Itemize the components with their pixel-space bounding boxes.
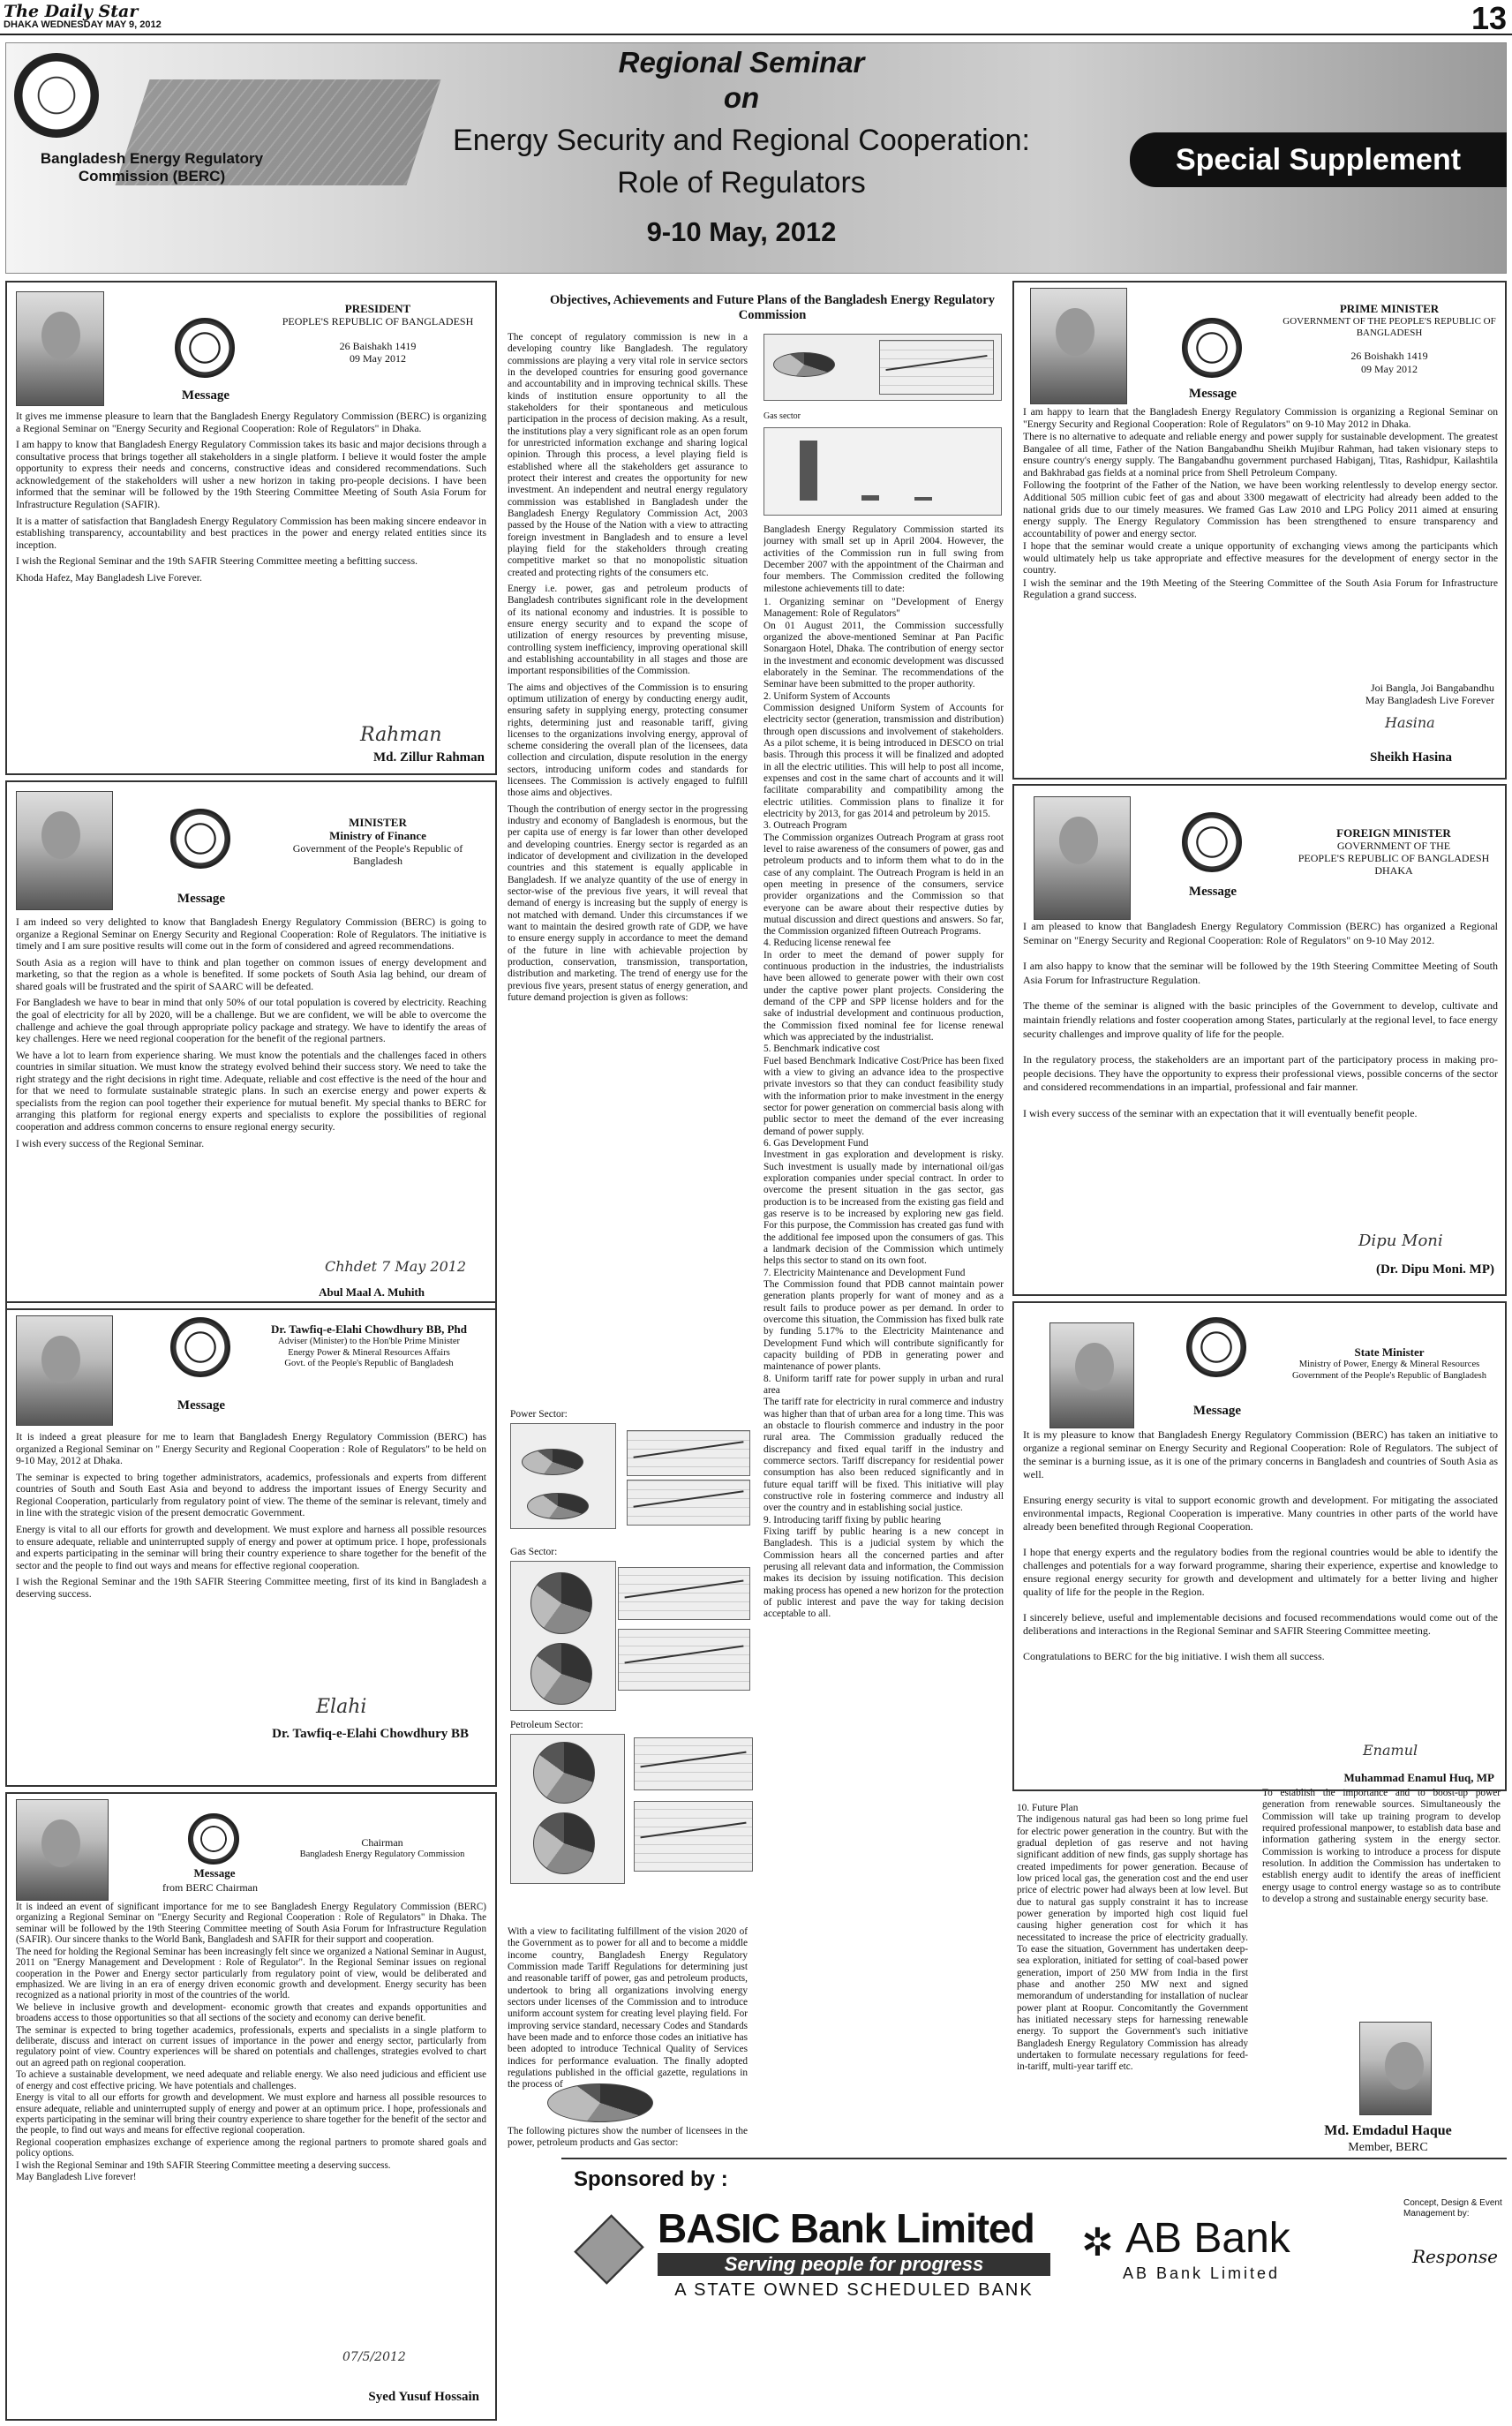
paragraph: Energy is vital to all our efforts for growth and development. We must explore and harness all possible resources to ensure adequate, reliable and uninterrupted supply of energy and power at an optimum price. I hope, professionals and experts participating in the seminar will bring their country experience to share together for the benefit of the sector and the people, to find out ways and means for effective regional cooperation. [16, 2092, 486, 2136]
president-photo [16, 291, 104, 406]
paragraph: It is indeed an event of significant importance for me to see Bangladesh Energy Regulatory Commission (BERC) organizing a Regional Seminar on "Energy Security and Regional Cooperation : Role of Regulators" in Dhaka. The seminar will be followed by the 19th Steering Committee meeting of South Asia Forum for Infrastructure Regulation (SAFIR). Our sincere thanks to the World Bank, Bangladesh and SAFIR for their support and cooperation. [16, 1902, 486, 1946]
berc-seal-icon [14, 53, 99, 138]
chairman-photo [16, 1799, 109, 1901]
paragraph: The indigenous natural gas had been so long prime fuel for electric power generation in the country. But with the gradual depletion of gas reserve and not having significant addition of new finds, gas supply shortage has created impediments for power generation. Because of low priced local gas, the generation cost and the end user price of electric power had always been at low level. But due to natural gas supply constraint it has to increase power generation by imported high cost liquid fuel causing higher generation cost for which it has necessitated to increase the price of electricity gradually. To ease the situation, Government has undertaken deep-sea exploration, initiated for setting of coal-based power generation, import of 250 MW from India in the first phase and another 250 MW next and signed memorandum of understanding for installation of nuclear power plant at Roopur. Concomitantly the Government has initiated necessary steps for harnessing renewable energy. To support the Government's such initiative Bangladesh Energy Regulatory Commission has already undertaken to formulate necessary regulations for feed-in-tariff, multi-year tariff etc. [1017, 1814, 1248, 2073]
item-heading: 4. Reducing license renewal fee [764, 938, 891, 949]
paragraph: It is a matter of satisfaction that Bangladesh Energy Regulatory Commission has been making sincere endeavor in establishing transparency, accountability and best practices in the power and energy related entities since its inception. [16, 515, 486, 551]
adviser-signature: Elahi [316, 1696, 367, 1718]
paragraph: I wish the Regional Seminar and the 19th SAFIR Steering Committee meeting, first of its kind in Bangladesh a deserving success. [16, 1576, 486, 1600]
basic-bank-name: BASIC Bank Limited [658, 2205, 1034, 2251]
pm-subtitle: GOVERNMENT OF THE PEOPLE'S REPUBLIC OF BANGLADESH [1283, 315, 1496, 338]
paragraph: The seminar is expected to bring together administrators, academics, professionals and experts from different countries of South and South East Asia and beyond to address the important issues of Energy Security and Regional Cooperation, particularly from regulatory point of view. The theme of the seminar is relevant, timely and in line with the strategic vision of the present democratic Government. [16, 1471, 486, 1519]
state-signature: Enamul [1363, 1742, 1418, 1759]
finance-subtitle: Ministry of Finance [329, 829, 426, 843]
pm-message-box [1012, 281, 1507, 780]
gas-sector-small-label: Gas sector [764, 411, 801, 421]
state-minister-message-box [1012, 1301, 1507, 1791]
page-number: 13 [1471, 0, 1507, 36]
state-minister-photo [1049, 1322, 1134, 1428]
basic-bank-subtitle: A STATE OWNED SCHEDULED BANK [674, 2280, 1034, 2300]
president-date1: 26 Baishakh 1419 [339, 340, 417, 353]
banner-dates: 9-10 May, 2012 [646, 216, 837, 247]
gas-line-chart [618, 1567, 750, 1620]
pm-signature: Hasina [1385, 714, 1435, 731]
president-title: PRESIDENT [344, 302, 411, 315]
article-title: Objectives, Achievements and Future Plans of the Bangladesh Energy Regulatory Commission [550, 293, 995, 322]
government-emblem-icon [170, 809, 230, 869]
paragraph: In the regulatory process, the stakeholders are an important part of the participatory process in making pro-people decisions. They have the opportunity to express their professional views, possible concerns of the sector and considered recommendations in an impartial, professional and fair manner. [1023, 1053, 1498, 1094]
pm-closing2: May Bangladesh Live Forever [1365, 694, 1494, 707]
power-line-chart [627, 1430, 750, 1476]
paragraph: The concept of regulatory commission is new in a developing country like Bangladesh. The regulatory commissions are playing a very vital role in service sectors in the developed countries for ensuring good governance and accountability and in improving technical skills. These kinds of institution ensure opportunity to all the stakeholders for their spontaneous and meticulous participation in the process of decision making. As a result, the institutions play a very significant role as an open forum for unrestricted information exchange and sharing logical opinion. Through this process, a level playing field is established where all the stakeholders get assurance to protect their interest and creates the opportunity for new investment. An independent and neutral energy regulatory commission was established in Bangladesh under the Bangladesh Energy Regulatory Commission Act, 2003 passed by the House of the Nation with a view to attracting foreign investment in Bangladesh and to ensure a level playing field for the stakeholders through creating competitive market so that no monopolistic situation created and protecting rights of the consumers etc. [508, 332, 748, 578]
finance-name: Abul Maal A. Muhith [319, 1285, 425, 1299]
ab-bank-logo-icon: ✲ [1081, 2220, 1114, 2265]
banner-title-line3: Energy Security and Regional Cooperation: [453, 124, 1030, 157]
chairman-subtitle: Bangladesh Energy Regulatory Commission [299, 1850, 465, 1860]
pm-date1: 26 Boishakh 1419 [1350, 350, 1428, 363]
ab-bank-name: AB Bank [1125, 2215, 1290, 2262]
paragraph: It is indeed a great pleasure for me to learn that Bangladesh Energy Regulatory Commission (BERC) has organized a Regional Seminar on " Energy Security and Regional Cooperation : Role of Regulators" to be held on 9-10 May, 2012 at Dhaka. [16, 1431, 486, 1467]
item-heading: 8. Uniform tariff rate for power supply in urban and rural area [764, 1373, 1004, 1396]
pm-date2: 09 May 2012 [1361, 363, 1418, 376]
paragraph: I am indeed so very delighted to know that Bangladesh Energy Regulatory Commission (BERC) is going to organize a Regional Seminar on Energy Security and Regional Cooperation: Role of Regulators. The initiative is timely and I am sure positive results will come out in the form of considered and agreed recommendations. [16, 916, 486, 953]
state-name: Muhammad Enamul Huq, MP [1343, 1771, 1494, 1784]
message-label: Message [1188, 387, 1237, 401]
gas-line-chart [618, 1629, 750, 1691]
gas-pie-chart [510, 1561, 616, 1711]
sponsored-by-heading: Sponsored by : [574, 2167, 728, 2191]
chairman-title: Chairman [361, 1836, 403, 1849]
member-title: Member, BERC [1348, 2141, 1428, 2154]
banner-title-line2: on [723, 81, 760, 114]
issue-date: DHAKA WEDNESDAY MAY 9, 2012 [4, 19, 162, 30]
masthead [0, 0, 1512, 35]
paragraph: In order to meet the demand of power supply for continuous production in the industries, the industrialists have been allowed to generate power with their own cost under the captive power plant projects. Considering the demand of the CPP and SPP license holders and for the sake of industrial development and continuous production, the Commission fixed nominal fee for license renewal which was appreciated by the industrialist. [764, 949, 1004, 1043]
paragraph: Bangladesh Energy Regulatory Commission started its journey with small set up in April 2004. However, the activities of the Commission run in full swing from December 2007 with the appointment of the Chairman and four members. The Commission credited the following milestone achievements till to date: [764, 524, 1004, 594]
gas-bar-chart [764, 427, 1002, 516]
article-column-3 [1017, 1803, 1248, 2151]
foreign-name: (Dr. Dipu Moni. MP) [1375, 1262, 1494, 1277]
finance-body [16, 916, 486, 1154]
banner-title-line1: Regional Seminar [618, 46, 865, 79]
paragraph: Though the contribution of energy sector in the progressing industry and economy of Bangladesh is enormous, but the per capita use of energy is far lower than other developed and developing countries. Energy sector is regarded as an indicator of development and civilization in the developed countries and this statement is equally applicable in Bangladesh. If we analyze quantity of the use of energy in sector-wise of the previous five years, it will reveal that demand of energy is increasing but the supply of energy is not matched with demand. Under this circumstances if we want to maintain the desired growth rate of GDP, we have to ensure energy supply in accordance to meet the demand of the future in line with achievable projection by production, conservation, transmission, transportation, distribution and marketing. The trend of energy use for the previous five years, present status of energy generation, and future demand projection is given as follows: [508, 803, 748, 1004]
member-name: Md. Emdadul Haque [1324, 2123, 1452, 2138]
paragraph: For Bangladesh we have to bear in mind that only 50% of our total population is covered by electricity. Reaching the goal of electricity for all by 2020, will be a challenge. But we are confident, we will be able to overcome the challenge and achieve the goal through appropriate policy package and strategy. We have to identify the areas of key challenges. Here we need regional cooperation for the benefit of the regional partners. [16, 997, 486, 1045]
state-header [1279, 1345, 1500, 1382]
president-subtitle: PEOPLE'S REPUBLIC OF BANGLADESH [282, 315, 474, 328]
banner-title-line4: Role of Regulators [617, 166, 866, 200]
state-body [1023, 1428, 1498, 1676]
paragraph: Khoda Hafez, May Bangladesh Live Forever. [16, 571, 202, 584]
paragraph: The need for holding the Regional Seminar has been increasingly felt since we organized a National Seminar in August, 2011 on "Energy Management and Development : Role of Regulator". In the Regional Seminar issues on regional cooperation in the Power and Energy sector particularly from regulatory point of view, would be deliberated and emphasized. We are living in an era of energy driven economic growth and development. Energy security has been recognized as a national priority in most of the countries of the world. [16, 1946, 486, 2001]
paragraph: It is my pleasure to know that Bangladesh Energy Regulatory Commission (BERC) has taken an initiative to organize a regional seminar on Energy Security and Regional Cooperation: Role of Regulators. The subject of the seminar is a burning issue, as it is one of the primary concerns in Bangladesh and countries of South Asia as well. [1023, 1428, 1498, 1480]
adviser-name: Dr. Tawfiq-e-Elahi Chowdhury BB [272, 1727, 469, 1741]
foreign-minister-message-box [1012, 784, 1507, 1296]
paragraph: I wish the seminar and the 19th Meeting of the Steering Committee of the South Asia Forum for Infrastructure Regulation a grand success. [1023, 576, 1498, 601]
message-label: Message [177, 1398, 226, 1413]
newspaper-logo: The Daily Star [4, 2, 139, 21]
finance-minister-message-box [5, 780, 497, 1310]
finance-minister-photo [16, 791, 113, 910]
foreign-signature: Dipu Moni [1358, 1232, 1443, 1250]
paragraph: Investment in gas exploration and development is risky. Such investment is usually made by international oil/gas exploration companies under special contract. In order to overcome the present situation in the gas sector, gas production is to be increased from the existing gas field and gas reserve is to be increased by exploring new gas field. For this purpose, the Commission has created gas fund with the additional fee imposed upon the consumers of gas. This a landmark decision of the Commission which untimely helps this sector to stand on its own foot. [764, 1149, 1004, 1267]
paragraph: The following pictures show the number of licensees in the power, petroleum products and Gas sector: [508, 2126, 748, 2149]
message-label: Message [193, 1866, 236, 1880]
pm-closing1: Joi Bangla, Joi Bangabandhu [1371, 682, 1494, 694]
power-sector-label: Power Sector: [510, 1409, 568, 1420]
special-supplement-badge: Special Supplement [1130, 132, 1507, 187]
government-emblem-icon [170, 1317, 230, 1377]
paragraph: Fuel based Benchmark Indicative Cost/Price has been fixed with a view to giving an advance idea to the prospective private investors so that they can conduct feasibility study with the information prior to make investment in the energy sector for power generation on commercial basis along with public sector to meet the demand of the ever increasing demand of power supply. [764, 1055, 1004, 1137]
paragraph: Regional cooperation emphasizes exchange of experience among the regional partners to promote shared goals and policy options. [16, 2136, 486, 2159]
paragraph: I am also happy to know that the seminar will be followed by the 19th Steering Committee Meeting of South Asia Forum for Infrastructure Regulation. [1023, 960, 1498, 986]
foreign-body [1023, 920, 1498, 1134]
gas-sector-label: Gas Sector: [510, 1547, 558, 1557]
pm-header [1279, 302, 1500, 376]
ab-bank-subtitle: AB Bank Limited [1123, 2264, 1281, 2282]
paragraph: The Commission organizes Outreach Program at grass root level to raise awareness of the consumers of power, gas and petroleum products and to inform them what to do in the case of any complaint. The Outreach Program is held in an open meeting in presence of the consumers, service provider organizations and the Commission so that everyone can be aware about their respective duties by mutual discussion and direct questions and answers. So far, the Commission organized fifteen Outreach Programs. [764, 832, 1004, 938]
paragraph: The theme of the seminar is aligned with the basic principles of the Government to develop, cultivate and maintain friendly relations and foster cooperation among States, particularly at the regional level, to face energy security challenges and improve quality of life for the people. [1023, 999, 1498, 1040]
licensee-pie-chart [547, 2083, 653, 2122]
government-emblem-icon [1186, 1317, 1246, 1377]
paragraph: I am happy to learn that the Bangladesh Energy Regulatory Commission is organizing a Regional Seminar on "Energy Security and Regional Cooperation: Role of Regulators" on 9-10 May 2012 in Dhaka. [1023, 406, 1498, 430]
item-heading: 2. Uniform System of Accounts [764, 690, 891, 702]
message-label: Message [1188, 885, 1237, 899]
foreign-title: FOREIGN MINISTER [1336, 826, 1451, 840]
adviser-photo [16, 1315, 113, 1426]
berc-emblem-icon [188, 1813, 239, 1865]
concept-credit: Concept, Design & Event Management by: [1403, 2198, 1502, 2219]
adviser-title: Dr. Tawfiq-e-Elahi Chowdhury BB, Phd [270, 1322, 468, 1336]
finance-subtitle2: Government of the People's Republic of Bangladesh [292, 842, 463, 868]
petroleum-line-chart [634, 1801, 753, 1872]
paragraph: I am happy to know that Bangladesh Energy Regulatory Commission takes its basic and major decisions through a consultative process that brings together all stakeholders in a single platform. I believe it would foster the ample opportunity to express their needs and concerns, constructive ideas and considered recommendations. Such acknowledgement of the stakeholders will usher a new horizon in taking pro-people decisions. I have been informed that the seminar will be followed by the 19th Steering Committee Meeting of South Asia Forum for Infrastructure Regulation (SAFIR). [16, 439, 486, 510]
president-signature: Rahman [360, 724, 442, 746]
state-emblem-icon [175, 318, 235, 378]
message-label: Message [181, 388, 230, 403]
item-heading: 1. Organizing seminar on "Development of Energy Management: Role of Regulators" [764, 596, 1004, 620]
power-pie-chart [510, 1423, 616, 1529]
chairman-body [16, 1902, 486, 2184]
paragraph: Commission designed Uniform System of Accounts for electricity sector (generation, transmission and distribution) through open discussions and involvement of stakeholders. As a pilot scheme, it is being introduced in DESCO on trial basis. Through this process it will be finalized and adopted in all the electric utilities. This will help to post all income, expenses and cost in the same chart of accounts and it will facilitate comparability and compatibility among the electric utilities. Commission plans to finalize it for electricity by 2013, for gas 2014 and petroleum by 2015. [764, 702, 1004, 819]
paragraph: We have a lot to learn from experience sharing. We must know the potentials and the challenges faced in others countries in similar situation. We must know the strategy evolved behind their success story. We need to take the right strategy and the right decisions in right time. Adequate, reliable and cost effective is the need of the hour and for that we need to formulate sustainable strategic plans. In such an exercise energy and power experts & specialists from the region can pool together their experience for mutual benefit. My special thanks to BERC for arranging this platform for regional energy experts and specialists to explore the possibilities of regional cooperation and address common concerns to ensure regional energy security. [16, 1049, 486, 1133]
foreign-header [1288, 826, 1500, 877]
pm-closing [1365, 682, 1494, 706]
item-heading: 3. Outreach Program [764, 820, 847, 832]
pm-body [1023, 406, 1498, 602]
sponsor-divider [561, 2158, 1507, 2159]
paragraph: The Commission found that PDB cannot maintain power generation plants properly for want of money and as a result fails to produce power as per demand. In order to overcome this situation, the Commission has fixed bulk rate by funding 5.17% to the Electricity Maintenance and Development Fund which will contribute significantly for capacity building of PDB in generating power and maintenance of power plants. [764, 1279, 1004, 1373]
foreign-subtitle3: DHAKA [1374, 864, 1413, 878]
paragraph: The aims and objectives of the Commission is to ensuring optimum utilization of energy by conducting energy audit, ensuring safety in supplying energy, protecting consumer rights, determining just and reasonable tariff, giving licenses to the organizations involving energy, approval of scheme considering the overall plan of the licensees, data collection and circulation, dispute resolution in the energy sectors, introducing uniform codes and standards for licensees. The Commission is actively engaged to fulfill those aims and objectives. [508, 682, 748, 799]
message-label: Message [1192, 1404, 1242, 1418]
article-column-4 [1262, 1788, 1501, 2000]
paragraph: The tariff rate for electricity in rural commerce and industry was higher than that of urban area for a long time. This was an obstacle to flourish commerce and industry in the poor rural area. The Commission gradually reduced the discrepancy and fixed equal tariff in the industry and commerce sectors. Tariff discrepancy for residential power consumption has also been reduced significantly and in future equal tariff will be fixed. This initiative will play constructive role in fostering commerce and industry all over the country and in establishing social justice. [764, 1397, 1004, 1514]
foreign-subtitle: GOVERNMENT OF THE [1336, 840, 1451, 853]
paragraph: I hope that energy experts and the regulatory bodies from the regional countries would be able to identify the challenges and potentials for a way forward programme, sharing their experience, expertise and knowledge to ensure regional energy security for growth and development and ultimately for a better living and higher quality of life for the people in the Region. [1023, 1546, 1498, 1598]
finance-signature: Chhdet 7 May 2012 [325, 1258, 467, 1275]
paragraph: I wish the Regional Seminar and 19th SAFIR Steering Committee meeting a deserving success. [16, 2159, 391, 2171]
president-message-box [5, 281, 497, 775]
pm-photo [1030, 288, 1127, 404]
chairman-header [281, 1836, 484, 1861]
basic-bank-logo-icon [574, 2214, 644, 2285]
member-photo [1359, 2022, 1432, 2115]
response-logo: Response [1412, 2246, 1498, 2267]
petroleum-pie-chart [510, 1734, 625, 1884]
president-body [16, 411, 486, 588]
state-title: State Minister [1354, 1345, 1425, 1359]
president-date2: 09 May 2012 [350, 352, 406, 365]
adviser-subtitle2: Energy Power & Mineral Resources Affairs [288, 1347, 450, 1358]
article-column-1 [508, 332, 748, 1343]
paragraph: Congratulations to BERC for the big initiative. I wish them all success. [1023, 1650, 1325, 1662]
adviser-subtitle: Adviser (Minister) to the Hon'ble Prime Minister [277, 1337, 461, 1347]
foreign-minister-photo [1034, 796, 1131, 920]
paragraph: There is no alternative to adequate and reliable energy and power supply for sustainable development. The greatest Bangalee of all time, Father of the Nation Bangabandhu Sheikh Mujibur Rahman, had taken visionary steps to ensure country's energy supply. The Bangabandhu government purchased Habiganj, Titas, Rashidpur, Kailashtila and Bakhrabad gas fields at a nominal price from Shell Petroleum Company. [1023, 431, 1498, 478]
state-emblem-icon [1182, 318, 1242, 378]
chairman-name: Syed Yusuf Hossain [368, 2390, 479, 2404]
adviser-subtitle3: Govt. of the People's Republic of Bangladesh [284, 1358, 454, 1368]
paragraph: I hope that the seminar would create a unique opportunity of exchanging views among the participants which would ultimately help us take appropriate and effective measures for the development of energy sector in the country. [1023, 540, 1498, 576]
paragraph: To achieve a sustainable development, we need adequate and reliable energy. We also need judicious and efficient use of energy and cost effective pricing. We have potentials and challenges. [16, 2069, 486, 2091]
adviser-header [250, 1322, 488, 1369]
paragraph: Energy is vital to all our efforts for growth and development. We must explore and harness all possible resources to ensure adequate, reliable and uninterrupted supply of energy and power at optimum price. I hope, professionals and experts participating in the seminar will bring their country experience to share together for the benefit of the sector and the people to find out ways and means for effective regional cooperation. [16, 1523, 486, 1571]
paragraph: Fixing tariff by public hearing is a new concept in Bangladesh. This is a judicial system by which the Commission hears all the concerned parties and after perusing all relevant data and information, the Commission makes its decision by issuing notification. This decision making process has opened a new horizon for the protection of public interest and pave the way for taking decision acceptable to all. [764, 1526, 1004, 1620]
adviser-message-box [5, 1301, 497, 1787]
paragraph: With a view to facilitating fulfillment of the vision 2020 of the Government as to power for all and to become a middle income country, Bangladesh Energy Regulatory Commission made Tariff Regulations for determining just and reasonable tariff of power, gas and petroleum products, undertook to bring all organizations involving energy sectors under licenses of the Commission and to introduce uniform account system for creating level playing field. For improving service standard, necessary Codes and Standards have been made and to enforce those codes an initiative has been adopted to introduce Technical Quality of Services indices for performance evaluation. The finally adopted regulations published in the official gazette, regulations in the process of [508, 1926, 748, 2091]
paragraph: I am pleased to know that Bangladesh Energy Regulatory Commission (BERC) has organized a Regional Seminar on "Energy Security and Regional Cooperation: Role of Regulators" on 9-10 May 2012. [1023, 920, 1498, 946]
berc-name: Bangladesh Energy Regulatory Commission (BERC) [40, 150, 264, 185]
paragraph: I wish every success of the seminar with an expectation that it will eventually benefit people. [1023, 1106, 1418, 1119]
paragraph: May Bangladesh Live forever! [16, 2172, 137, 2183]
basic-bank-tagline: Serving people for progress [658, 2253, 1050, 2276]
president-header [272, 302, 484, 365]
message-label: Message [177, 892, 226, 906]
paragraph: The seminar is expected to bring together academics, professionals, experts and specialists in a single platform to deliberate, discuss and interact on current issues of importance in the power and energy sector, particularly from regulatory point of view. Country experiences will be shared on potentials and challenges, strategies evolved to chart out an agreed path on regional cooperation. [16, 2024, 486, 2068]
paragraph: Energy i.e. power, gas and petroleum products of Bangladesh contributes significant role in the development of its national economy and industries. It is possible to ensure energy security and to expand the scope of utilization of energy resources by preventing misuse, controlling system inefficiency, improving operational skill and establishing accountability in all stages and those are important responsibilities of the Commission. [508, 583, 748, 677]
article-column-2 [764, 524, 1004, 2226]
paragraph: It gives me immense pleasure to learn that the Bangladesh Energy Regulatory Commission (BERC) is organizing a Regional Seminar on "Energy Security and Regional Cooperation: Role of Regulators" in Dhaka. [16, 411, 486, 434]
paragraph: Following the footprint of the Father of the Nation, we have been working relentlessly to develop energy sector. Additional 505 million cubic feet of gas and about 3300 megawatt of electricity had already been added to the national grids due to our timely measures. We framed Gas Law 2010 and LPG Policy 2011 aimed at ensuring energy supply. The Energy Regulatory Commission has been strengthened to ensure transparency and accountability of power and energy sector. [1023, 479, 1498, 539]
government-emblem-icon [1182, 812, 1242, 872]
power-line-chart [627, 1480, 750, 1526]
item-heading: 7. Electricity Maintenance and Development Fund [764, 1267, 966, 1278]
commission-structure-chart [764, 334, 1002, 401]
finance-title: MINISTER [349, 816, 407, 829]
pm-title: PRIME MINISTER [1339, 302, 1440, 315]
paragraph: We believe in inclusive growth and development- economic growth that creates and expands opportunities and broadens access to those opportunities so that all sections of the society and economy can derive benefit. [16, 2001, 486, 2024]
chairman-signature: 07/5/2012 [342, 2350, 406, 2364]
state-subtitle2: Government of the People's Republic of Bangladesh [1291, 1370, 1486, 1381]
item-heading: 6. Gas Development Fund [764, 1138, 869, 1149]
president-name: Md. Zillur Rahman [373, 750, 485, 765]
petroleum-sector-label: Petroleum Sector: [510, 1720, 583, 1730]
paragraph: I sincerely believe, useful and implementable decisions and focused recommendations would come out of the deliberations and interactions in the Regional Seminar and SAFIR Steering Committee meeting. [1023, 1611, 1498, 1637]
item-heading: 9. Introducing tariff fixing by public hearing [764, 1514, 941, 1526]
paragraph: To establish the importance and to boost-up power generation from renewable sources. Simultaneously the Commission will take up training program to develop required professional manpower, to establish data base and information gathering system in the energy sector. Commission is working to introduce a process for dispute resolution. In addition the Commission has undertaken to establish energy audit to identify the areas of inefficient energy usage to control energy wastage so as to contribute to develop a strong and sustainable energy security base. [1262, 1788, 1501, 1904]
paragraph: I wish every success of the Regional Seminar. [16, 1137, 205, 1149]
item-heading: 5. Benchmark indicative cost [764, 1043, 880, 1055]
petroleum-line-chart [634, 1737, 753, 1790]
pm-name: Sheikh Hasina [1370, 750, 1452, 765]
from-chairman: from BERC Chairman [162, 1881, 258, 1894]
paragraph: I wish the Regional Seminar and the 19th SAFIR Steering Committee meeting a befitting success. [16, 555, 417, 568]
item-heading: 10. Future Plan [1017, 1803, 1079, 1813]
paragraph: South Asia as a region will have to think and plan together on common issues of energy development and marketing, so that the region as a whole is benefited. If some pockets of South Asia lag behind, our dream of shared goals will be frustrated and the spirit of SAARC will be defeated. [16, 956, 486, 992]
paragraph: On 01 August 2011, the Commission successfully organized the above-mentioned Seminar at Pan Pacific Sonargaon Hotel, Dhaka. The contribution of energy sector in the investment and economic development was discussed elaborately in the Seminar. The recommendations of the Seminar have been submitted to the proper authority. [764, 620, 1004, 690]
chairman-message-box [5, 1792, 497, 2421]
paragraph: Ensuring energy security is vital to support economic growth and development. For mitigating the associated environmental impacts, Regional Cooperation is imperative. Many countries in other parts of the world have already been benefited through Regional Cooperation. [1023, 1494, 1498, 1533]
state-subtitle: Ministry of Power, Energy & Mineral Resources [1298, 1360, 1480, 1370]
foreign-subtitle2: PEOPLE'S REPUBLIC OF BANGLADESH [1298, 852, 1490, 865]
adviser-body [16, 1431, 486, 1604]
finance-header [272, 816, 484, 867]
